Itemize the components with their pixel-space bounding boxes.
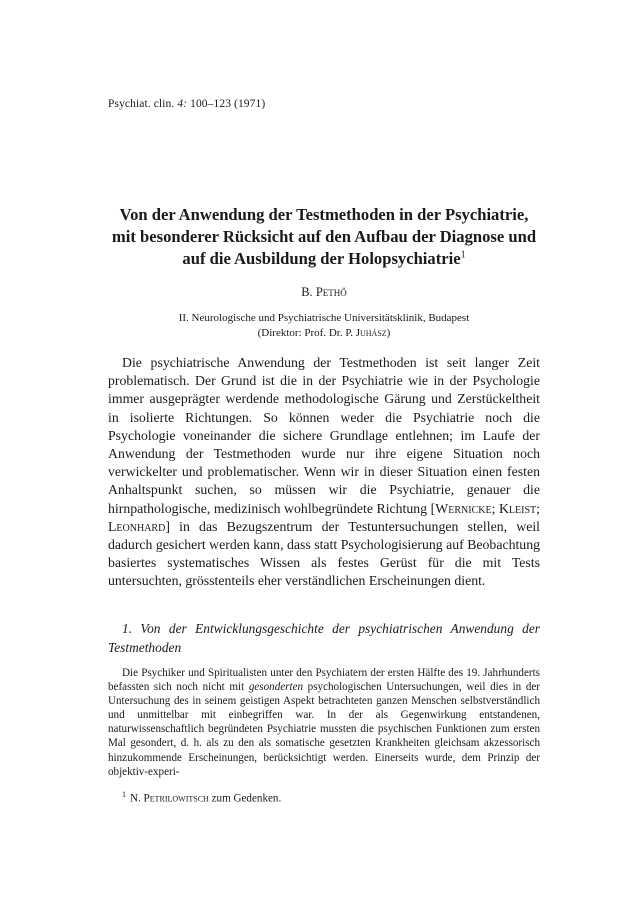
abstract-part2: ] in das Bezugszentrum der Testuntersuchungen stellen, weil dadurch gesichert werden kann, dass statt Psychologisierung auf Beobachtung basiertes systematisches Wissen als festes Gerüst für die mit Tests untersuchten, grösstenteils eher verständlichen Erscheinungen dient. — [108, 518, 540, 589]
abstract-paragraph — [108, 354, 540, 591]
author-initial: B. — [301, 285, 313, 299]
journal-citation — [108, 98, 265, 110]
director-name: Juhász — [355, 327, 387, 339]
affiliation-director — [108, 326, 540, 341]
affiliation — [108, 311, 540, 341]
body-text-after: psychologischen Untersuchungen, weil dies in der Untersuchung des in seinem geistigen Aspekt betrachteten ganzen Menschen selbstverständlich und unmittelbar mit einbegriffen war. In der als Gegenwirkung entstandenen, naturwissenschaftlich begründeten Psychiatrie mussten die psychischen Funktionen zum ersten Mal gesondert, d. h. als zu den als somatische gesetzten Krankheiten gleichsam akzessorisch hinzukommende Erscheinungen, berücksichtigt werden. Einerseits wurde, dem Prinzip der objektiv-experi- — [108, 681, 540, 778]
footnote — [122, 788, 281, 806]
body-text-before: Die Psychiker und Spiritualisten unter den Psychiatern der ersten Hälfte des 19. Jahrhunderts befassten sich noch nicht mit — [108, 667, 540, 694]
footnote-mark: 1 — [122, 790, 126, 799]
cited-author-leonhard: Leonhard — [108, 518, 166, 534]
cited-author-wernicke: Wernicke — [435, 500, 492, 516]
journal-volume: 4: — [177, 98, 188, 110]
abstract-sep2: ; — [536, 500, 540, 516]
abstract-sep1: ; — [491, 500, 499, 516]
journal-name: Psychiat. clin. — [108, 98, 175, 110]
body-paragraph — [108, 666, 540, 779]
journal-pages: 100–123 (1971) — [190, 98, 266, 110]
section-heading: 1. Von der Entwicklungsgeschichte der psychiatrischen Anwendung der Testmethoden — [108, 621, 540, 655]
body-emphasis: gesonderten — [248, 681, 304, 694]
director-suffix: ) — [386, 327, 391, 339]
abstract-part1: Die psychiatrische Anwendung der Testmethoden ist seit langer Zeit problematisch. Der Grund ist die in der Psychiatrie wie in der Psychologie immer ausgeprägter werdende methodologische Gärung und Zerstückeltheit in isolierte Richtungen. So können weder die Psychiatrie noch die Psychologie voneinander die sichere Grundlage entlehnen; im Laufe der Anwendung der Testmethoden wurde nur ihre eigene Situation noch verwickelter und problematischer. Wenn wir in dieser Situation einen festen Anhaltspunkt suchen, so müssen wir die Psychiatrie, genauer die hirnpathologische, medizinisch wohlbegründete Richtung [ — [108, 355, 540, 516]
cited-author-kleist: Kleist — [498, 500, 537, 516]
affiliation-institution: II. Neurologische und Psychiatrische Universitätsklinik, Budapest — [178, 312, 470, 324]
footnote-text: zum Gedenken. — [208, 792, 282, 805]
article-title — [108, 204, 540, 270]
director-prefix: (Direktor: Prof. Dr. P. — [257, 327, 353, 339]
footnote-name: N. Petrilowitsch — [130, 792, 209, 805]
author-surname: Pethő — [315, 285, 347, 299]
title-text: Von der Anwendung der Testmethoden in der Psychiatrie, mit besonderer Rücksicht auf den Aufbau der Diagnose und auf die Ausbildung der Holopsychiatrie — [111, 205, 537, 268]
title-footnote-mark: 1 — [460, 249, 466, 261]
author-line — [108, 285, 540, 300]
